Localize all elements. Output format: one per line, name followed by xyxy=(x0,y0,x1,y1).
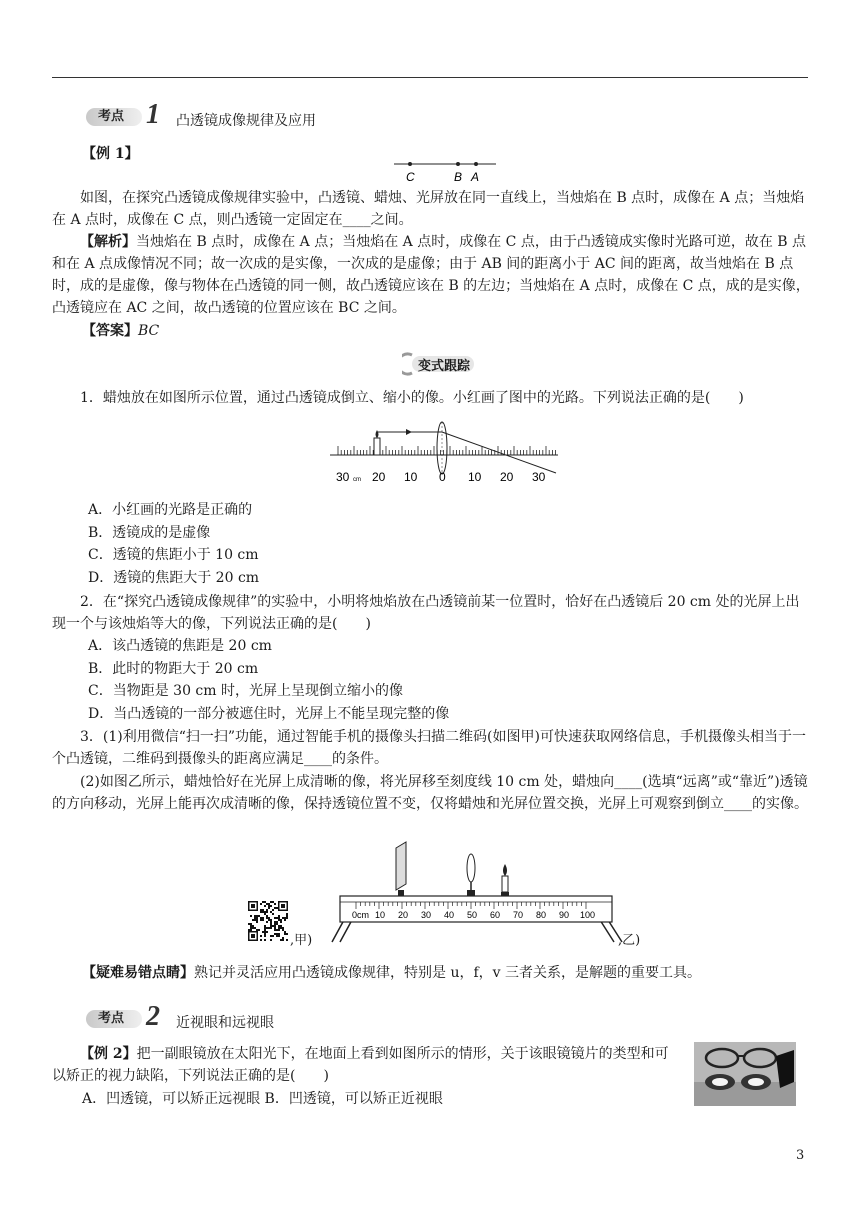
q1-stem: 1．蜡烛放在如图所示位置，通过凸透镜成倒立、缩小的像。小红画了图中的光路。下列说法正确的是( ) xyxy=(80,390,744,406)
q2-stem: 2．在“探究凸透镜成像规律”的实验中，小明将烛焰放在凸透镜前某一位置时，恰好在凸透镜后 20 cm 处的光屏上出现一个与该烛焰等大的像，下列说法正确的是( ) xyxy=(52,594,800,632)
qr-cell xyxy=(286,913,288,915)
qr-cell xyxy=(278,919,280,921)
qr-cell xyxy=(250,927,252,929)
bench-candle xyxy=(502,876,508,892)
qr-cell xyxy=(266,921,268,923)
point-b-label: B xyxy=(454,170,463,184)
q2-option-d: D．当凸透镜的一部分被遮住时，光屏上不能呈现完整的像 xyxy=(88,706,450,722)
qr-code-icon xyxy=(246,899,290,943)
q1-option-c: C．透镜的焦距小于 10 cm xyxy=(88,547,259,563)
example2-label: 【例 2】 xyxy=(80,1046,137,1062)
q3-part1: 3．(1)利用微信“扫一扫”功能，通过智能手机的摄像头扫描二维码(如图甲)可快速获取网络信息，手机摄像头相当于一个凸透镜，二维码到摄像头的距离应满足____的条件。 xyxy=(52,729,806,767)
example2-question xyxy=(52,1043,672,1087)
qr-finder xyxy=(281,904,285,908)
qr-cell xyxy=(260,917,262,919)
qr-cell xyxy=(270,935,272,937)
bench-label-100: 100 xyxy=(580,910,596,920)
qr-cell xyxy=(264,927,266,929)
caption-jia: ,甲) xyxy=(290,933,313,948)
scale-label-20-left: 20 xyxy=(372,470,386,484)
qr-cell xyxy=(274,925,276,927)
answer-value: BC xyxy=(138,323,160,339)
tag-number: 1 xyxy=(146,99,160,130)
qr-cell xyxy=(268,919,270,921)
qr-cell xyxy=(278,933,280,935)
qr-cell xyxy=(248,923,250,925)
q1-figure xyxy=(326,418,562,488)
qr-cell xyxy=(262,919,264,921)
qr-cell xyxy=(266,915,268,917)
qr-cell xyxy=(270,919,272,921)
qr-cell xyxy=(262,911,264,913)
tip-label: 【疑难易错点睛】 xyxy=(82,965,194,981)
caption-yi: ,乙) xyxy=(618,933,641,948)
qr-cell xyxy=(284,933,286,935)
bench-label-70: 70 xyxy=(513,910,524,920)
qr-finder xyxy=(251,904,255,908)
qr-cell xyxy=(264,939,266,941)
qr-cell xyxy=(260,919,262,921)
qr-cell xyxy=(284,919,286,921)
bench-label-80: 80 xyxy=(536,910,547,920)
qr-cell xyxy=(268,907,270,909)
scale-label-30-left: 30 xyxy=(336,470,350,484)
qr-cell xyxy=(266,909,268,911)
qr-cell xyxy=(282,939,284,941)
answer-label: 【答案】 xyxy=(82,323,138,339)
candle-body xyxy=(374,438,380,455)
qr-cell xyxy=(276,921,278,923)
qr-cell xyxy=(260,935,262,937)
tag-label: 考点 xyxy=(98,109,125,124)
qr-cell xyxy=(254,915,256,917)
bench-label-20: 20 xyxy=(398,910,409,920)
qr-cell xyxy=(264,911,266,913)
qr-cell xyxy=(254,919,256,921)
qr-cell xyxy=(278,929,280,931)
bench-lens xyxy=(467,854,475,882)
section1-title: 凸透镜成像规律及应用 xyxy=(176,113,316,129)
qr-cell xyxy=(272,901,274,903)
q1-option-b: B．透镜成的是虚像 xyxy=(88,525,211,541)
qr-cell xyxy=(264,913,266,915)
qr-cell xyxy=(266,911,268,913)
q2-option-b: B．此时的物距大于 20 cm xyxy=(88,661,259,677)
qr-cell xyxy=(270,939,272,941)
qr-cell xyxy=(280,919,282,921)
q2-option-a: A．该凸透镜的焦距是 20 cm xyxy=(88,638,272,654)
qr-cell xyxy=(278,935,280,937)
scale-label-cm: cm xyxy=(353,477,361,483)
qr-cell xyxy=(268,903,270,905)
analysis-text: 当烛焰在 B 点时，成像在 A 点；当烛焰在 A 点时，成像在 C 点，由于凸透镜成实像时光路可逆，故在 B 点和在 A 点成像情况不同；故一次成的是实像，一次成的是虚像；由于 AB 间的距离小于 AC 间的距离，故当烛焰在 B 点时，成的是虚像，像与物体在凸透镜的同一侧，故凸透镜应该在 B 的左边；当烛焰在 A 点时，成像在 C 点，成的是实像，凸透镜应在 AC 之间，故凸透镜的位置应该在 BC 之间。 xyxy=(52,234,810,316)
qr-cell xyxy=(266,917,268,919)
qr-cell xyxy=(286,915,288,917)
qr-cell xyxy=(276,917,278,919)
qr-cell xyxy=(274,903,276,905)
qr-cell xyxy=(286,917,288,919)
qr-cell xyxy=(252,927,254,929)
qr-cell xyxy=(274,923,276,925)
qr-cell xyxy=(256,917,258,919)
example1-answer xyxy=(82,320,159,340)
qr-cell xyxy=(260,909,262,911)
qr-cell xyxy=(286,939,288,941)
qr-cell xyxy=(272,909,274,911)
example1-figure xyxy=(390,157,500,185)
qr-cell xyxy=(262,909,264,911)
point-a-label: A xyxy=(471,170,480,184)
section1-tag xyxy=(86,99,170,130)
scale-label-30-right: 30 xyxy=(532,470,546,484)
qr-cell xyxy=(252,919,254,921)
qr-cell xyxy=(266,927,268,929)
qr-cell xyxy=(258,915,260,917)
qr-cell xyxy=(270,927,272,929)
qr-cell xyxy=(250,923,252,925)
qr-cell xyxy=(278,927,280,929)
qr-cell xyxy=(256,921,258,923)
qr-cell xyxy=(264,935,266,937)
qr-cell xyxy=(268,917,270,919)
bench-label-40: 40 xyxy=(444,910,455,920)
tag-number: 2 xyxy=(146,1001,160,1032)
section2-tag xyxy=(86,1001,170,1032)
qr-cell xyxy=(260,911,262,913)
qr-cell xyxy=(256,919,258,921)
qr-cell xyxy=(260,939,262,941)
qr-cell xyxy=(264,925,266,927)
example2-options: A．凹透镜，可以矫正远视眼 B．凹透镜，可以矫正近视眼 xyxy=(82,1091,443,1107)
qr-cell xyxy=(282,929,284,931)
q1-option-d: D．透镜的焦距大于 20 cm xyxy=(88,570,260,586)
qr-cell xyxy=(280,925,282,927)
qr-cell xyxy=(268,927,270,929)
qr-cell xyxy=(278,925,280,927)
example2-text: 把一副眼镜放在太阳光下，在地面上看到如图所示的情形，关于该眼镜镜片的类型和可以矫正的视力缺陷，下列说法正确的是( ) xyxy=(52,1046,669,1084)
qr-cell xyxy=(250,929,252,931)
qr-cell xyxy=(270,923,272,925)
qr-cell xyxy=(276,933,278,935)
example1-question: 如图，在探究凸透镜成像规律实验中，凸透镜、蜡烛、光屏放在同一直线上，当烛焰在 B 点时，成像在 A 点；当烛焰在 A 点时，成像在 C 点，则凸透镜一定固定在____之间。 xyxy=(52,190,805,228)
variant-banner xyxy=(402,352,478,376)
light-ray-refracted xyxy=(442,432,556,473)
qr-cell xyxy=(256,929,258,931)
qr-cell xyxy=(250,925,252,927)
qr-cell xyxy=(268,905,270,907)
qr-cell xyxy=(254,927,256,929)
qr-cell xyxy=(262,901,264,903)
bench-label-0: 0cm xyxy=(352,910,370,920)
qr-cell xyxy=(264,931,266,933)
qr-cell xyxy=(264,933,266,935)
bench-label-50: 50 xyxy=(467,910,478,920)
qr-cell xyxy=(280,921,282,923)
qr-cell xyxy=(254,917,256,919)
qr-cell xyxy=(260,903,262,905)
section2-title: 近视眼和远视眼 xyxy=(176,1015,274,1031)
qr-cell xyxy=(276,935,278,937)
qr-cell xyxy=(280,927,282,929)
scale-label-10-right: 10 xyxy=(468,470,482,484)
scale-label-10-left: 10 xyxy=(404,470,418,484)
qr-cell xyxy=(274,929,276,931)
qr-cell xyxy=(250,915,252,917)
qr-cell xyxy=(284,917,286,919)
qr-cell xyxy=(264,901,266,903)
qr-cell xyxy=(282,927,284,929)
qr-cell xyxy=(282,937,284,939)
candle-flame xyxy=(376,430,379,438)
qr-cell xyxy=(276,929,278,931)
qr-cell xyxy=(278,915,280,917)
qr-cell xyxy=(258,929,260,931)
banner-label: 变式跟踪 xyxy=(418,359,471,374)
qr-cell xyxy=(276,907,278,909)
tag-label: 考点 xyxy=(98,1011,125,1026)
point-c-label: C xyxy=(406,170,415,184)
tip-text: 熟记并灵活应用凸透镜成像规律，特别是 u，f，v 三者关系，是解题的重要工具。 xyxy=(194,965,702,981)
qr-cell xyxy=(272,913,274,915)
qr-cell xyxy=(274,933,276,935)
scale-label-0: 0 xyxy=(439,470,446,484)
qr-cell xyxy=(272,935,274,937)
tip-line xyxy=(82,962,701,982)
qr-cell xyxy=(274,927,276,929)
q2-option-c: C．当物距是 30 cm 时，光屏上呈现倒立缩小的像 xyxy=(88,683,403,699)
qr-cell xyxy=(248,929,250,931)
qr-cell xyxy=(264,929,266,931)
bench-label-30: 30 xyxy=(421,910,432,920)
q1-option-a: A．小红画的光路是正确的 xyxy=(88,502,253,518)
bench-label-60: 60 xyxy=(490,910,501,920)
qr-cell xyxy=(276,923,278,925)
qr-cell xyxy=(270,911,272,913)
qr-cell xyxy=(274,917,276,919)
qr-finder xyxy=(251,934,255,938)
q3-part2: (2)如图乙所示，蜡烛恰好在光屏上成清晰的像，将光屏移至刻度线 10 cm 处，蜡烛向____(选填“远离”或“靠近”)透镜的方向移动，光屏上能再次成清晰的像，保持透镜位置不变，仅将蜡烛和光屏位置交换，光屏上可观察到倒立____的实像。 xyxy=(52,774,808,812)
qr-cell xyxy=(272,925,274,927)
qr-cell xyxy=(266,903,268,905)
qr-cell xyxy=(282,917,284,919)
qr-cell xyxy=(280,939,282,941)
qr-cell xyxy=(266,931,268,933)
qr-cell xyxy=(274,907,276,909)
page-number: 3 xyxy=(796,1148,805,1163)
glasses-photo xyxy=(694,1042,796,1106)
header-rule xyxy=(52,77,808,78)
bench-label-10: 10 xyxy=(375,910,386,920)
optical-bench-figure xyxy=(330,838,630,948)
qr-cell xyxy=(256,915,258,917)
example1-label: 【例 1】 xyxy=(82,146,139,162)
qr-cell xyxy=(264,905,266,907)
qr-cell xyxy=(274,921,276,923)
example1-analysis xyxy=(52,231,810,319)
qr-cell xyxy=(270,921,272,923)
scale-label-20-right: 20 xyxy=(500,470,514,484)
qr-cell xyxy=(252,925,254,927)
qr-cell xyxy=(278,917,280,919)
bench-label-90: 90 xyxy=(559,910,570,920)
qr-cell xyxy=(284,931,286,933)
qr-cell xyxy=(286,933,288,935)
qr-cell xyxy=(270,901,272,903)
analysis-label: 【解析】 xyxy=(80,234,136,250)
qr-cell xyxy=(270,905,272,907)
qr-cell xyxy=(262,917,264,919)
light-screen xyxy=(396,842,406,890)
qr-cell xyxy=(270,925,272,927)
qr-cell xyxy=(262,931,264,933)
